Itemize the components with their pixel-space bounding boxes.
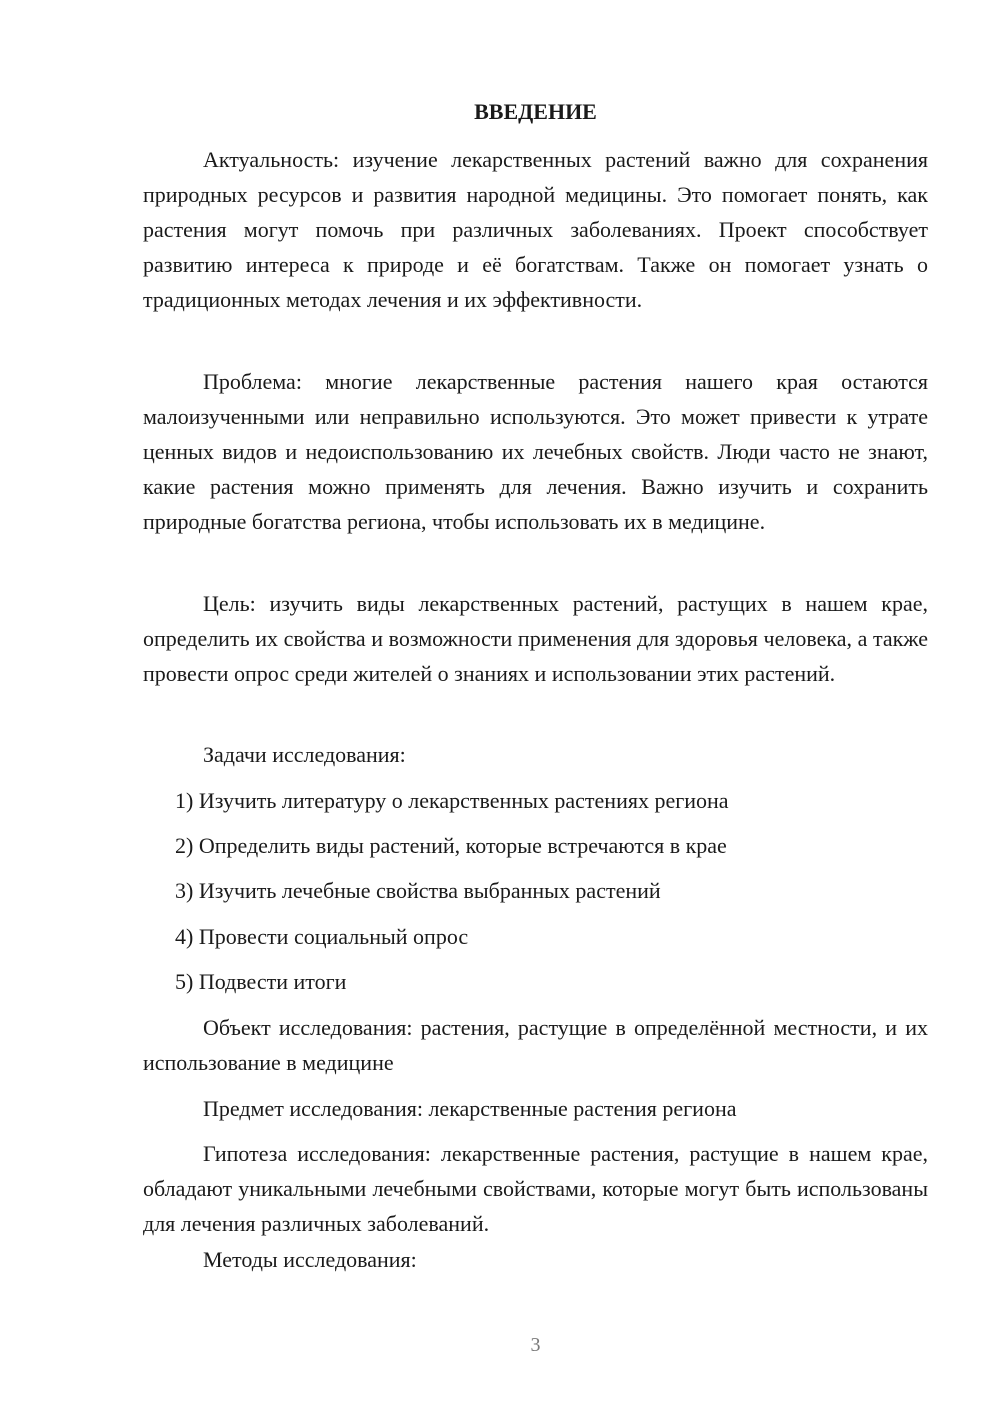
paragraph-subject: Предмет исследования: лекарственные растения региона: [203, 1096, 737, 1121]
tasks-title: Задачи исследования:: [203, 742, 406, 767]
paragraph-problem: Проблема: многие лекарственные растения нашего края остаются малоизученными или неправильно используются. Это может привести к утрате ценных видов и недоиспользованию их лечебных свойств. Люди часто не знают, какие растения можно применять для лечения. Важно изучить и сохранить природные богатства региона, чтобы использовать их в медицине.: [143, 369, 928, 534]
task-item-2: 2) Определить виды растений, которые встречаются в крае: [175, 833, 727, 858]
paragraph-goal: Цель: изучить виды лекарственных растений, растущих в нашем крае, определить их свойства и возможности применения для здоровья человека, а также провести опрос среди жителей о знаниях и использовании этих растений.: [143, 591, 928, 686]
paragraph-hypothesis: Гипотеза исследования: лекарственные растения, растущие в нашем крае, обладают уникальными лечебными свойствами, которые могут быть использованы для лечения различных заболеваний.: [143, 1141, 928, 1236]
task-item-3: 3) Изучить лечебные свойства выбранных растений: [175, 878, 661, 903]
paragraph-relevance: Актуальность: изучение лекарственных растений важно для сохранения природных ресурсов и развития народной медицины. Это помогает понять, как растения могут помочь при различных заболеваниях. Проект способствует развитию интереса к природе и её богатствам. Также он помогает узнать о традиционных методах лечения и их эффективности.: [143, 147, 928, 312]
page-heading: ВВЕДЕНИЕ: [474, 99, 597, 124]
methods-title: Методы исследования:: [203, 1247, 417, 1272]
task-item-1: 1) Изучить литературу о лекарственных растениях региона: [175, 788, 729, 813]
document-page: [143, 0, 928, 1414]
page-number: 3: [530, 1334, 541, 1356]
paragraph-object: Объект исследования: растения, растущие в определённой местности, и их использование в медицине: [143, 1015, 928, 1075]
task-item-4: 4) Провести социальный опрос: [175, 924, 469, 949]
task-item-5: 5) Подвести итоги: [175, 969, 347, 994]
